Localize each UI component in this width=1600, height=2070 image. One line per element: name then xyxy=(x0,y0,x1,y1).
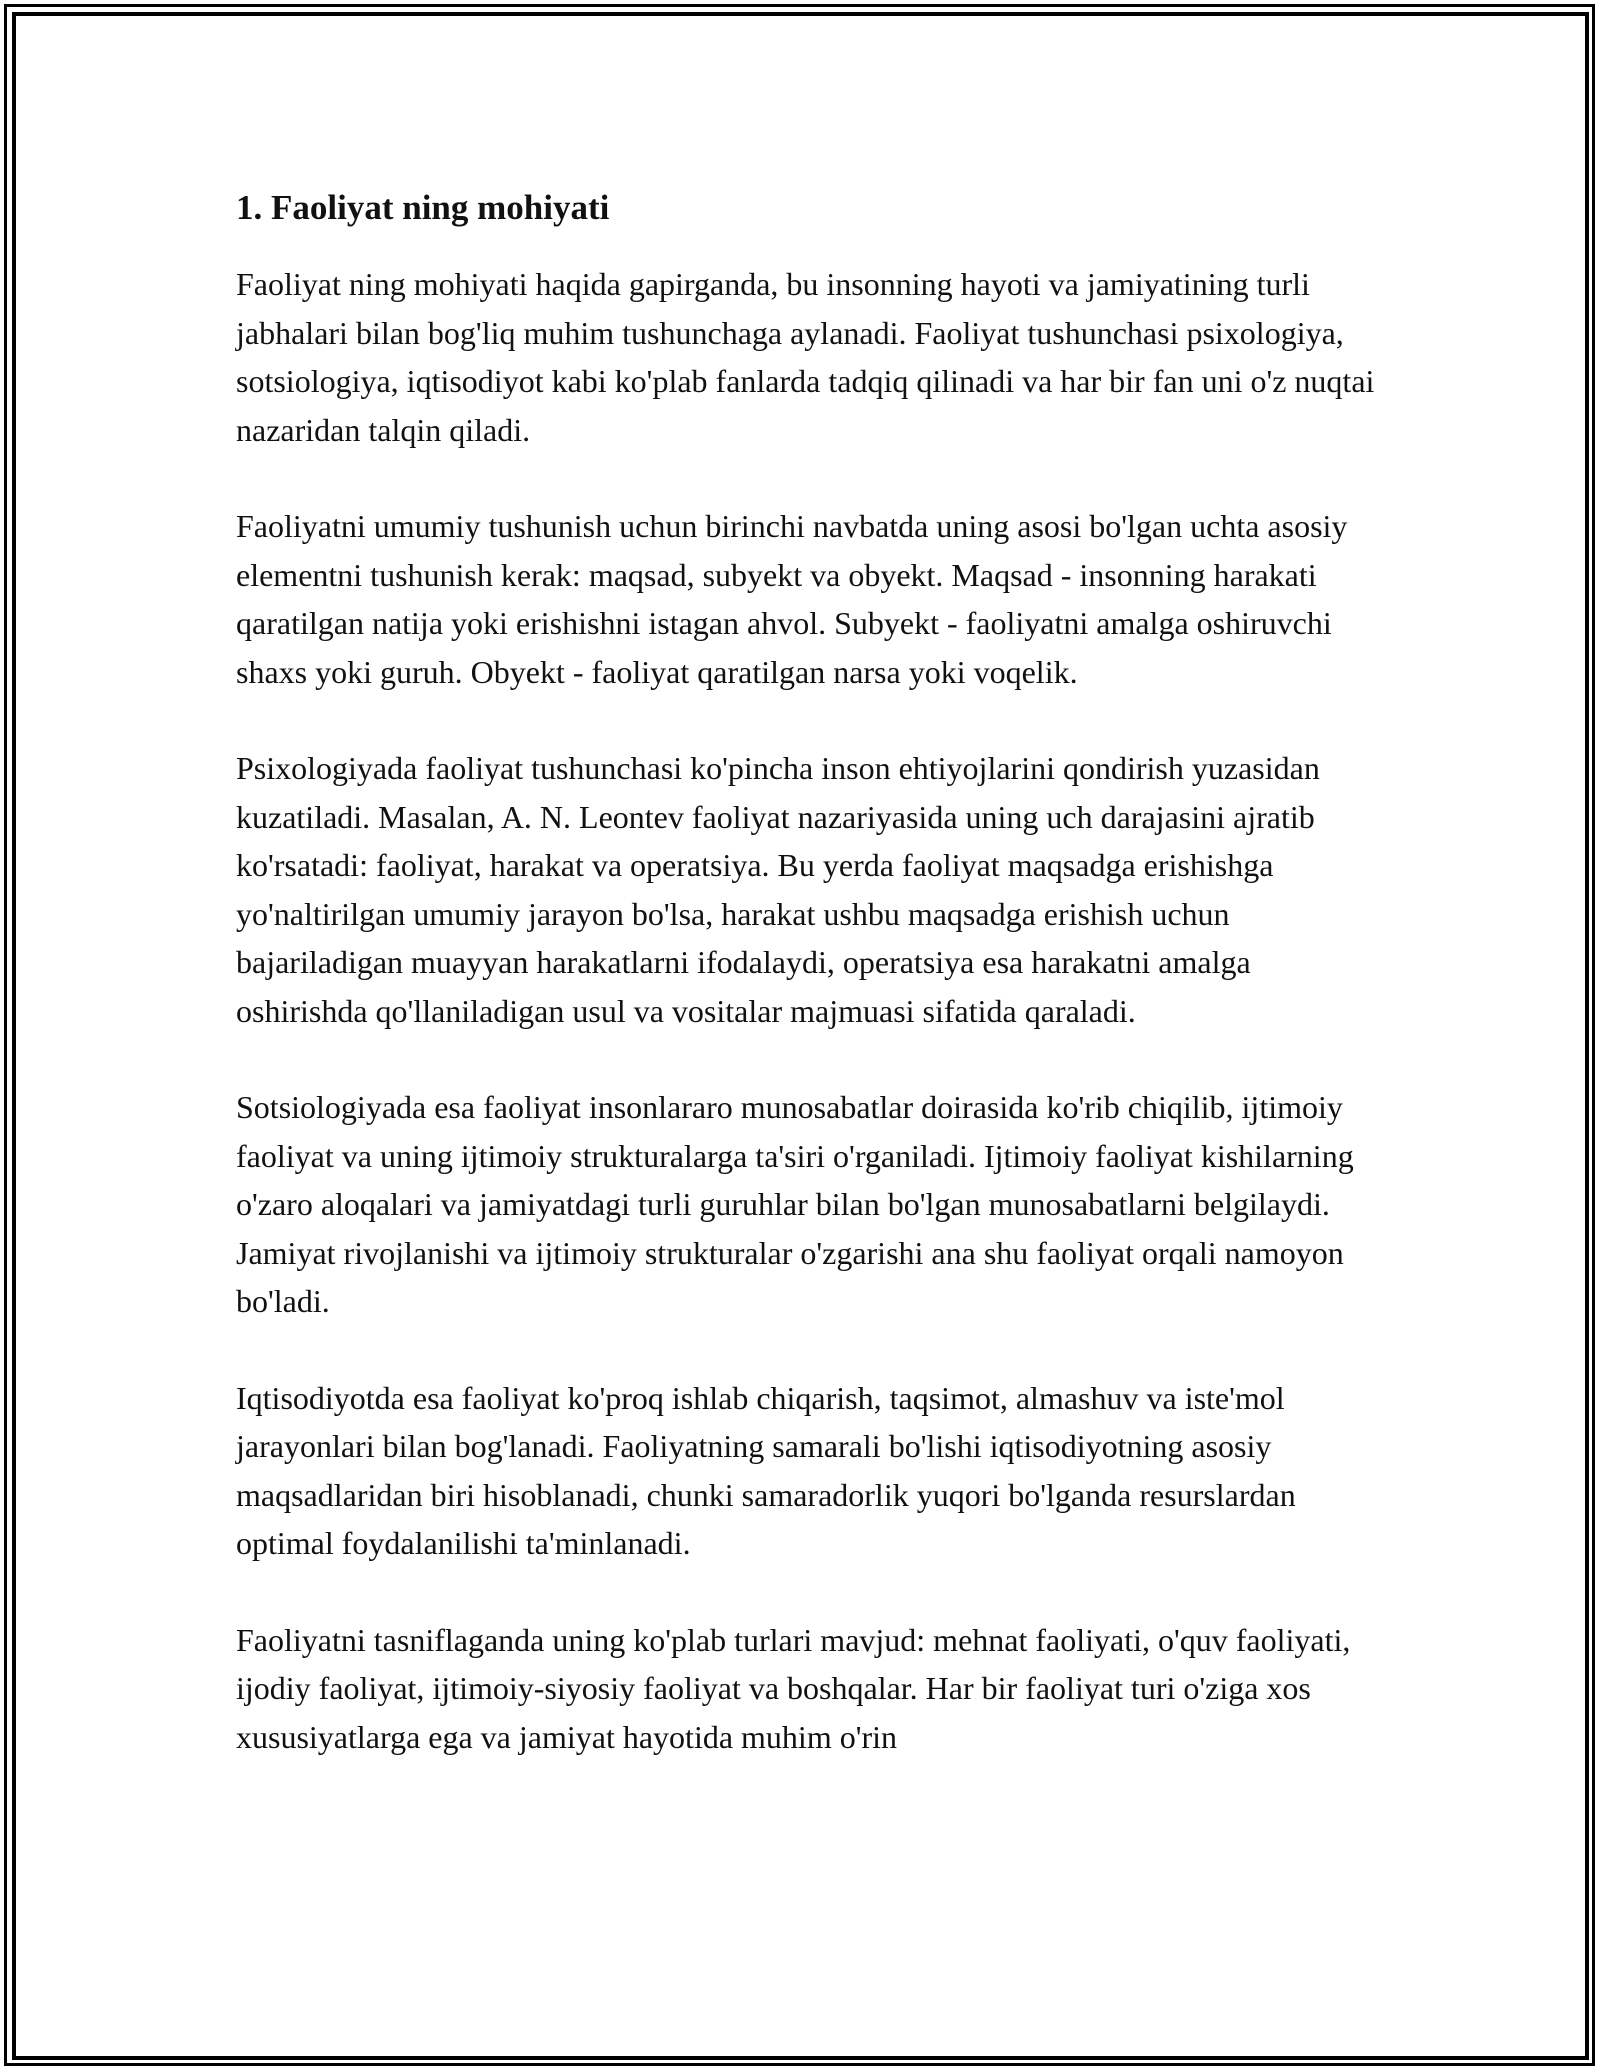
paragraph-1: Faoliyat ning mohiyati haqida gapirganda, bu insonning hayoti va jamiyatining turli jabhalari bilan bog'liq muhim tushunchaga aylanadi. Faoliyat tushunchasi psixologiya, sotsiologiya, iqtisodiyot kabi ko'plab fanlarda tadqiq qilinadi va har bir fan uni o'z nuqtai nazaridan talqin qiladi. xyxy=(236,266,1375,448)
paragraph-3: Psixologiyada faoliyat tushunchasi ko'pincha inson ehtiyojlarini qondirish yuzasidan kuzatiladi. Masalan, A. N. Leontev faoliyat nazariyasida uning uch darajasini ajratib ko'rsatadi: faoliyat, harakat va operatsiya. Bu yerda faoliyat maqsadga erishishga yo'naltirilgan umumiy jarayon bo'lsa, harakat ushbu maqsadga erishish uchun bajariladigan muayyan harakatlarni ifodalaydi, operatsiya esa harakatni amalga oshirishda qo'llaniladigan usul va vositalar majmuasi sifatida qaraladi. xyxy=(236,750,1320,1029)
paragraph-2: Faoliyatni umumiy tushunish uchun birinchi navbatda uning asosi bo'lgan uchta asosiy elementni tushunish kerak: maqsad, subyekt va obyekt. Maqsad - insonning harakati qaratilgan natija yoki erishishni istagan ahvol. Subyekt - faoliyatni amalga oshiruvchi shaxs yoki guruh. Obyekt - faoliyat qaratilgan narsa yoki voqelik. xyxy=(236,508,1348,690)
paragraph-4: Sotsiologiyada esa faoliyat insonlararo munosabatlar doirasida ko'rib chiqilib, ijtimoiy faoliyat va uning ijtimoiy strukturalarga ta'siri o'rganiladi. Ijtimoiy faoliyat kishilarning o'zaro aloqalari va jamiyatdagi turli guruhlar bilan bo'lgan munosabatlarni belgilaydi. Jamiyat rivojlanishi va ijtimoiy strukturalar o'zgarishi ana shu faoliyat orqali namoyon bo'ladi. xyxy=(236,1089,1354,1319)
paragraph-5: Iqtisodiyotda esa faoliyat ko'proq ishlab chiqarish, taqsimot, almashuv va iste'mol jarayonlari bilan bog'lanadi. Faoliyatning samarali bo'lishi iqtisodiyotning asosiy maqsadlaridan biri hisoblanadi, chunki samaradorlik yuqori bo'lganda resurslardan optimal foydalanilishi ta'minlanadi. xyxy=(236,1379,1296,1561)
paragraph-6: Faoliyatni tasniflaganda uning ko'plab turlari mavjud: mehnat faoliyati, o'quv faoliyati, ijodiy faoliyat, ijtimoiy-siyosiy faoliyat va boshqalar. Har bir faoliyat turi o'ziga xos xususiyatlarga ega va jamiyat hayotida muhim o'rin xyxy=(236,1621,1351,1755)
section-heading: 1. Faoliyat ning mohiyati xyxy=(236,188,610,227)
document-body xyxy=(236,188,1376,1761)
